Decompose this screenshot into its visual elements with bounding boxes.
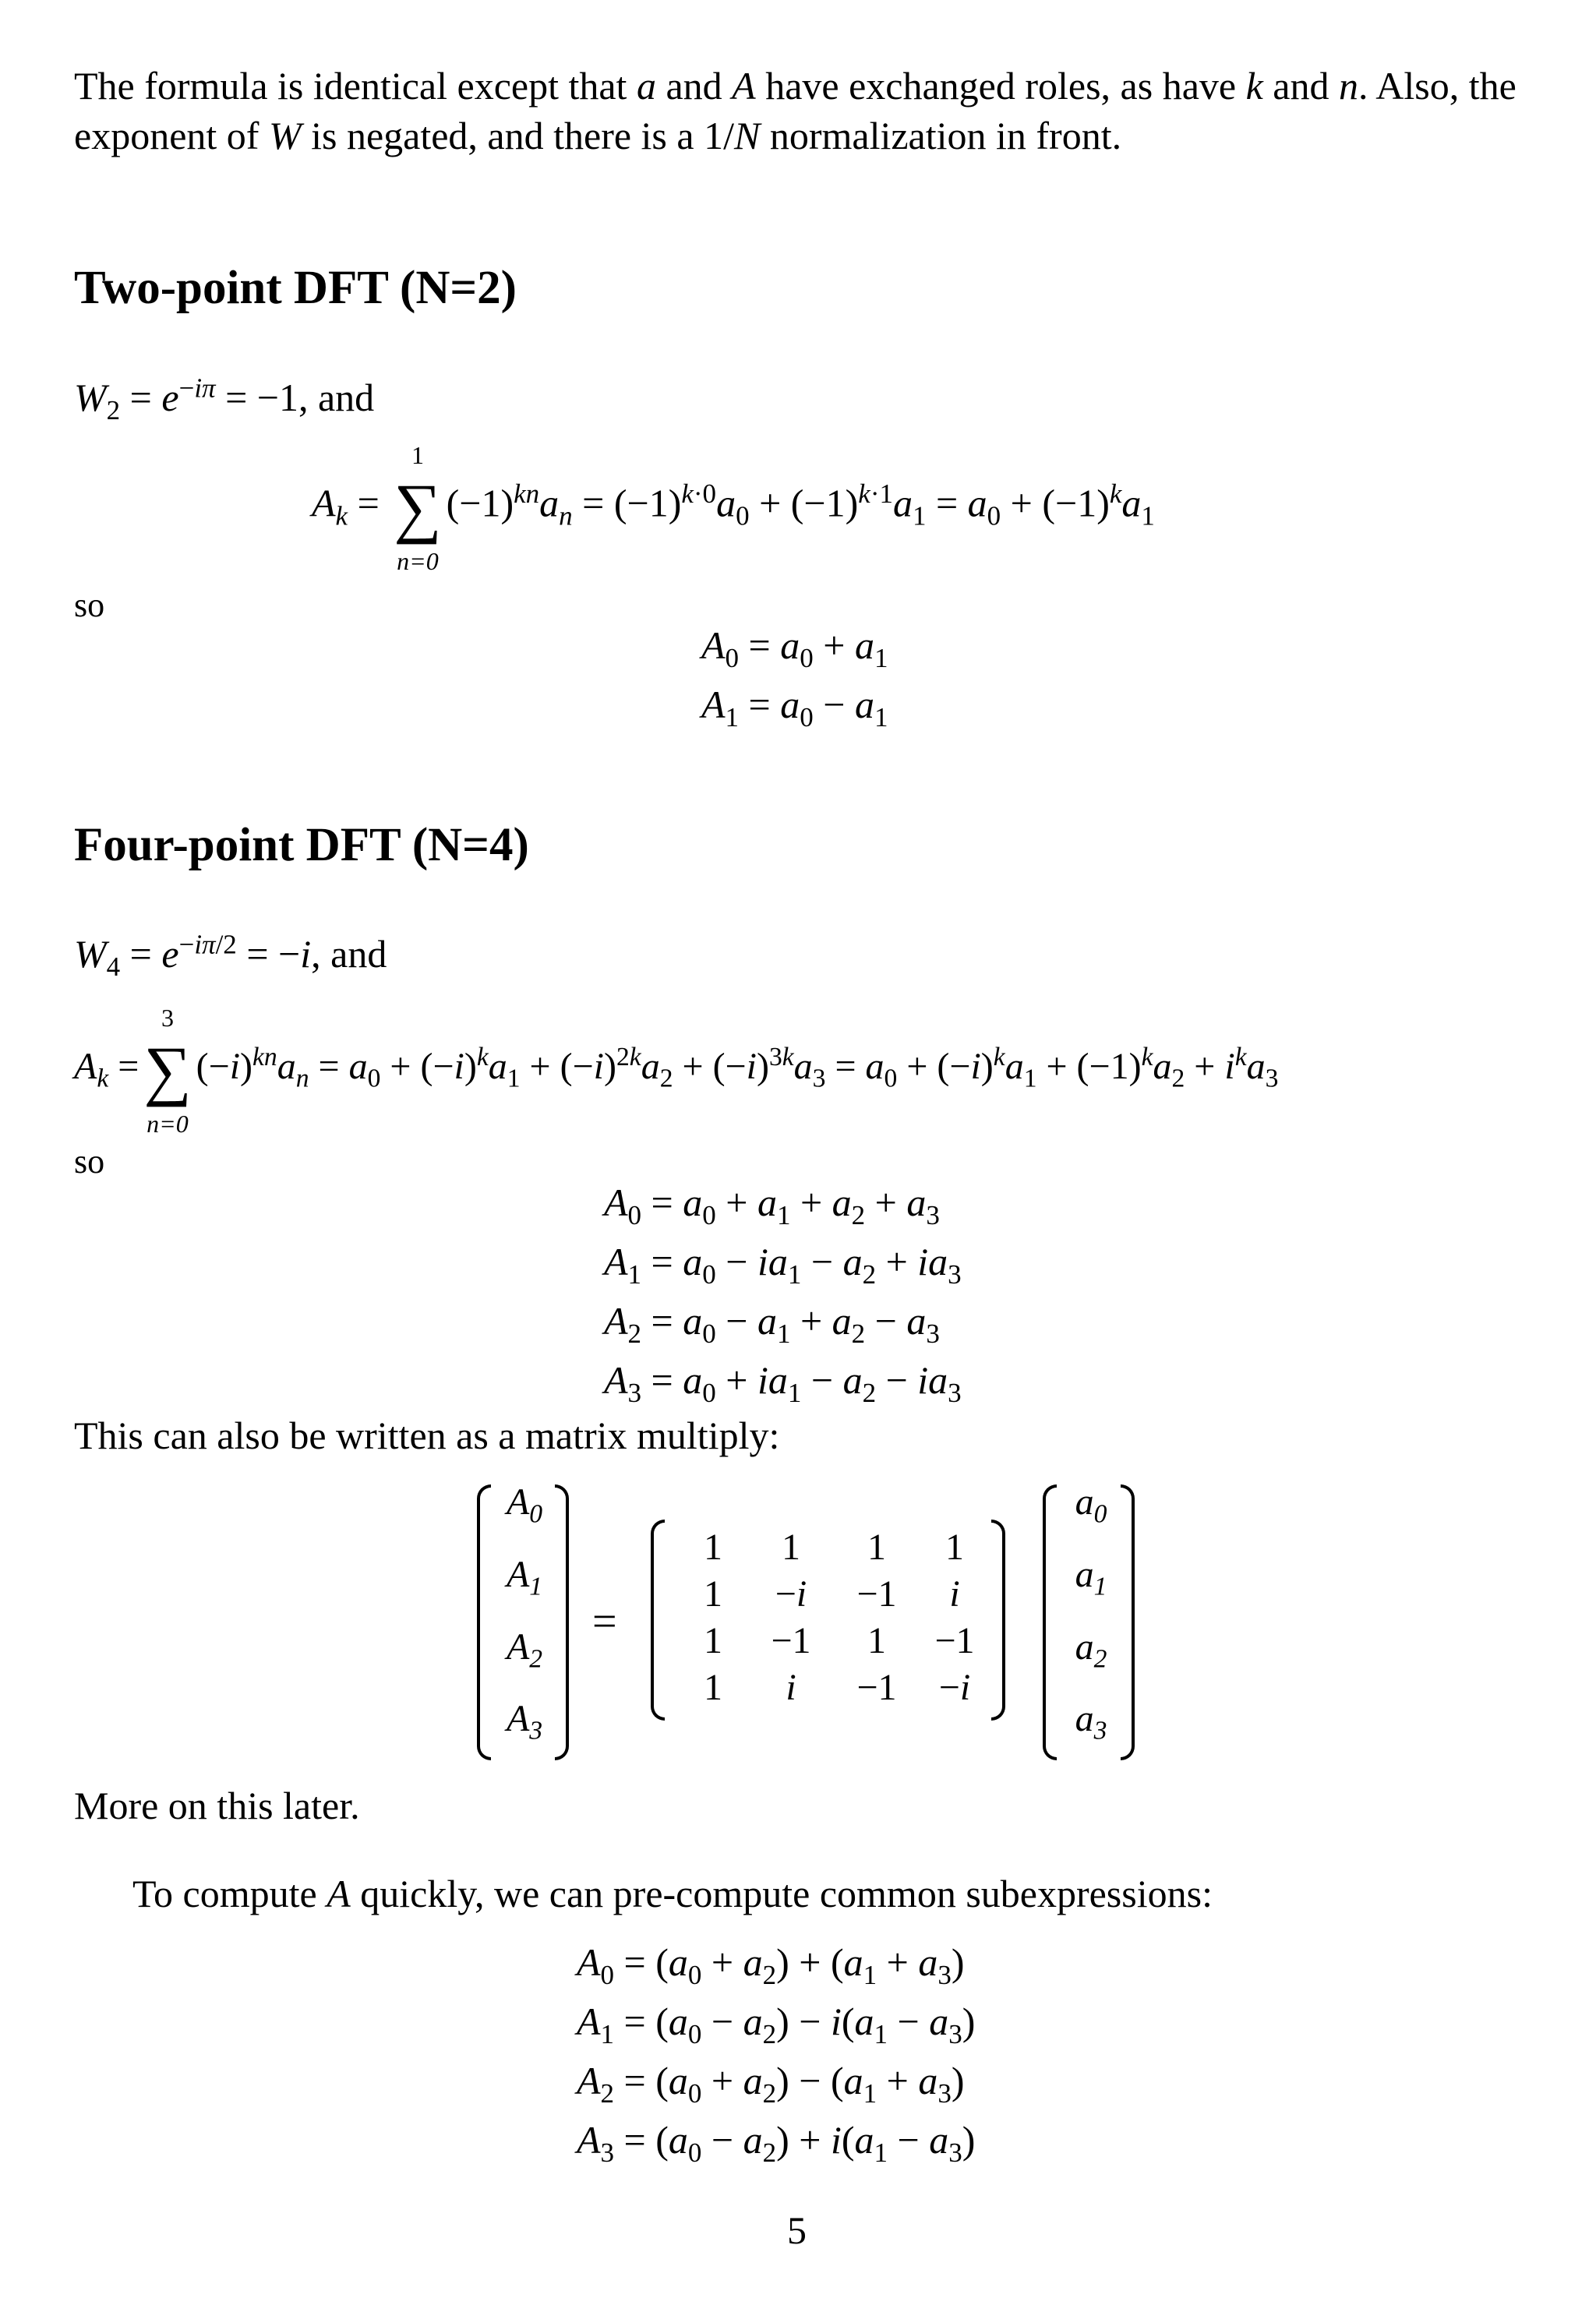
rhs-a3: $a_3$ [1075, 1698, 1107, 1746]
lhs-A1: $A_1$ [506, 1554, 543, 1601]
more-later-text: More on this later. [74, 1784, 360, 1827]
rhs-a0: $a_0$ [1075, 1481, 1107, 1529]
intro-paragraph: The formula is identical except that a and A have exchanged roles, as have k and n. Also, the exponent of W is negated, and there is a 1/N normalization in front. [74, 64, 1517, 157]
matrix-cell-1-0: 1 [704, 1573, 722, 1615]
w2-definition: $W_2 = e^{-i\pi} = -1$, and [74, 372, 375, 425]
matrix-cell-3-2: −1 [856, 1667, 897, 1708]
result-A1: $A_1 = a_0 - a_1$ [701, 683, 888, 732]
four-point-results [604, 1173, 962, 1410]
matrix-cell-1-2: −1 [856, 1573, 897, 1615]
matrix-cell-2-3: −1 [934, 1620, 975, 1661]
matrix-cell-0-3: 1 [945, 1527, 964, 1568]
matrix-cell-2-1: −1 [771, 1620, 811, 1661]
matrix-equation [468, 1481, 1169, 1765]
matrix-cell-2-0: 1 [704, 1620, 722, 1661]
result-A0: $A_0 = a_0 + a_1$ [701, 623, 888, 673]
matrix-cell-2-2: 1 [867, 1620, 886, 1661]
lhs-A0: $A_0$ [506, 1481, 543, 1529]
matrix-cell-3-0: 1 [704, 1667, 722, 1708]
precompute-A0: $A_0 = (a_0 + a_2) + (a_1 + a_3)$ [577, 1940, 965, 1990]
matrix-cell-3-1: i [786, 1667, 796, 1708]
page-number: 5 [787, 2208, 807, 2252]
matrix-bracket-left [651, 1520, 665, 1721]
precompute-A3: $A_3 = (a_0 - a_2) + i(a_1 - a_3)$ [577, 2118, 976, 2168]
matrix-cell-3-3: −i [938, 1667, 971, 1708]
four-point-sum-equation: $A_k$ =∑ 3 n=0 $(-i)^{kn}a_n = a_0 + (-i)^ka_1 + (-i)^{2k}a_2 + (-i)^{3k}a_3 = a_0 + (-i)^ka_1 + (-1)^ka_2 + i^ka_3$ [74, 1004, 1279, 1138]
so-label-2: so [74, 1142, 105, 1181]
w4-definition: $W_4 = e^{-i\pi/2} = -i$, and [74, 929, 387, 982]
matrix-cell-0-0: 1 [704, 1527, 722, 1568]
lhs-A2: $A_2$ [506, 1626, 543, 1674]
result-A0: $A_0 = a_0 + a_1 + a_2 + a_3$ [604, 1181, 940, 1230]
matrix-cell-1-3: i [949, 1573, 960, 1615]
matrix-cell-0-2: 1 [867, 1527, 886, 1568]
precompute-intro: To compute A quickly, we can pre-compute common subexpressions: [132, 1872, 1213, 1915]
precompute-A2: $A_2 = (a_0 + a_2) - (a_1 + a_3)$ [577, 2059, 965, 2109]
summation-symbol: ∑ 1 n=0 [394, 441, 442, 575]
rhs-a2: $a_2$ [1075, 1626, 1107, 1674]
matrix-cell-0-1: 1 [782, 1527, 800, 1568]
four-point-heading: Four-point DFT (N=4) [74, 819, 529, 871]
matrix-intro: This can also be written as a matrix multiply: [74, 1414, 780, 1457]
precompute-results [577, 1933, 975, 2169]
result-A1: $A_1 = a_0 - ia_1 - a_2 + ia_3$ [604, 1240, 962, 1290]
two-point-sum-equation: $A_k$ = ∑ 1 n=0 $(-1)^{kn}a_n = (-1)^{k\cdot 0}a_0 + (-1)^{k\cdot 1}a_1 = a_0 + (-1)^ka_1$ [312, 441, 1155, 575]
lhs-A3: $A_3$ [506, 1698, 543, 1746]
equals-sign: = [592, 1597, 617, 1646]
result-A2: $A_2 = a_0 - a_1 + a_2 - a_3$ [604, 1299, 940, 1349]
result-A3: $A_3 = a_0 + ia_1 - a_2 - ia_3$ [604, 1358, 962, 1408]
rhs-a1: $a_1$ [1075, 1554, 1107, 1601]
matrix-cell-1-1: −i [775, 1573, 807, 1615]
so-label-1: so [74, 586, 105, 624]
summation-symbol: ∑ 3 n=0 [143, 1004, 192, 1138]
precompute-A1: $A_1 = (a_0 - a_2) - i(a_1 - a_3)$ [577, 2000, 976, 2049]
two-point-results [701, 616, 888, 734]
two-point-heading: Two-point DFT (N=2) [74, 262, 517, 314]
